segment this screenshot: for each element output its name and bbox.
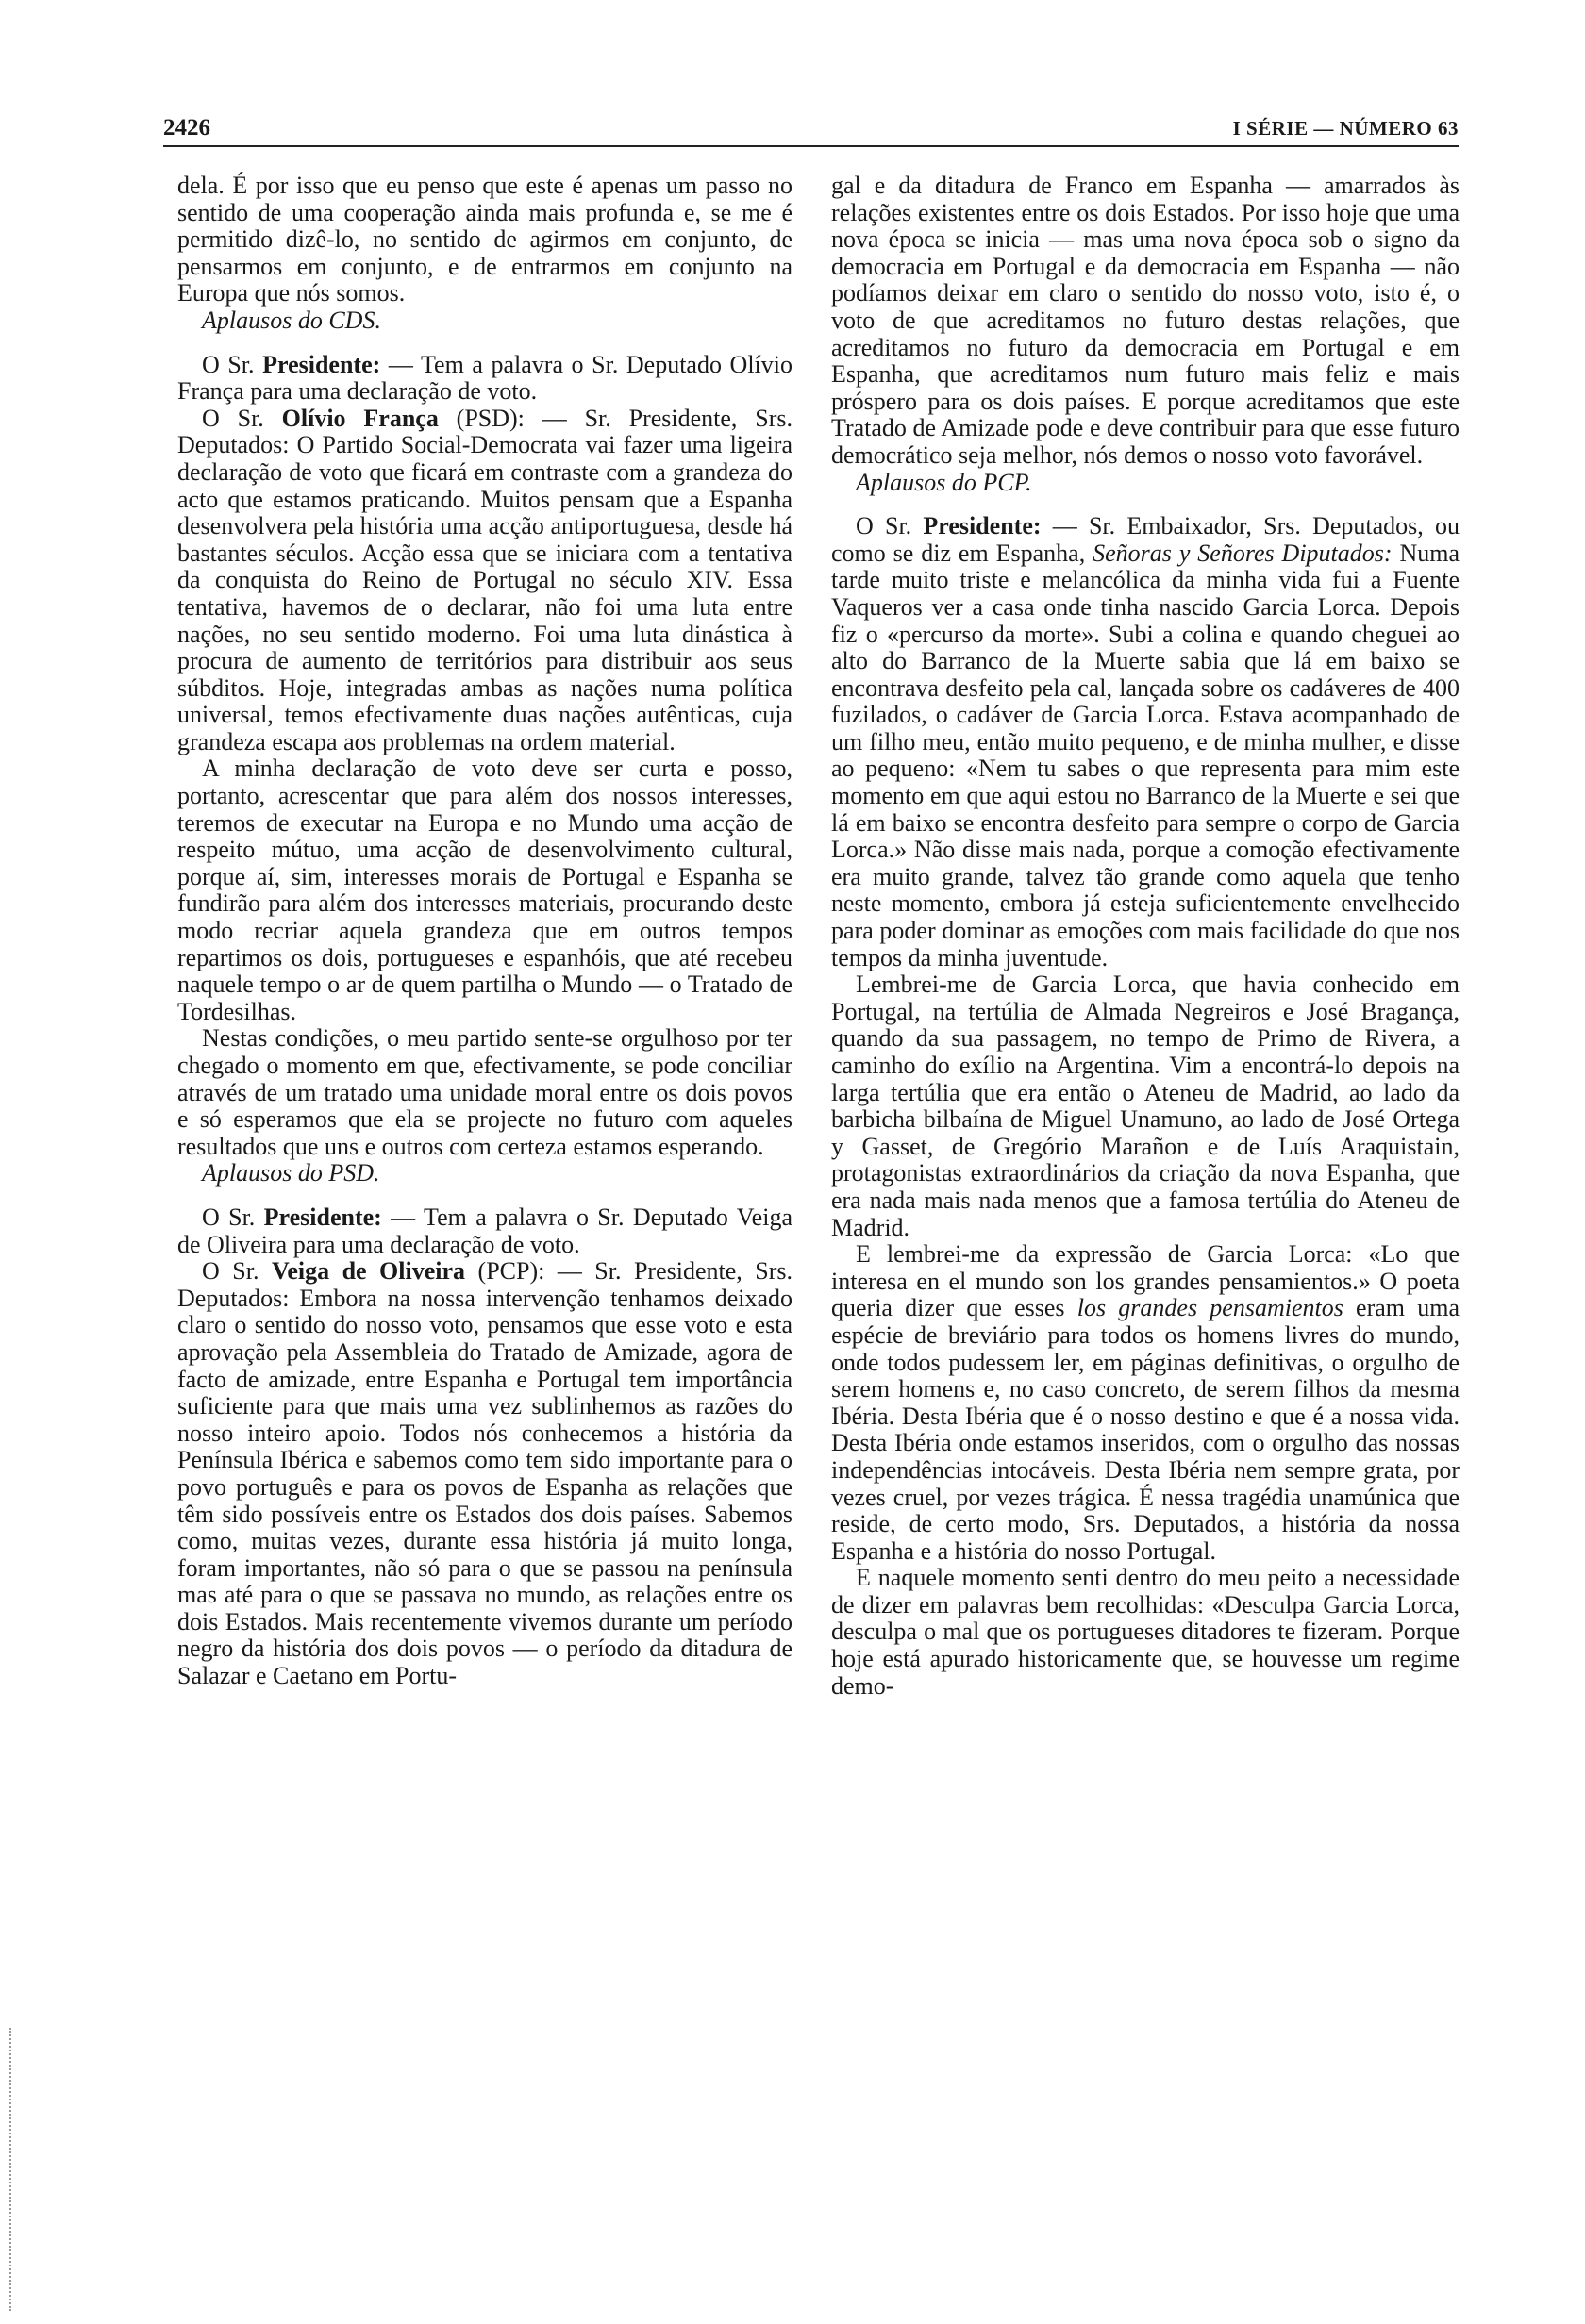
- paragraph: dela. É por isso que eu penso que este é apenas um passo no sentido de uma cooperação ainda mais profunda e, se me é permitido dizê-lo, no sentido de agirmos em conjunto, de pensarmos em conjunto, e de entrarmos em conjunto na Europa que nós somos.: [177, 172, 792, 307]
- page-number: 2426: [163, 115, 210, 141]
- right-column: [831, 173, 1460, 1700]
- spanish-greeting: Señoras y Señores Diputados:: [1093, 539, 1393, 567]
- series-number: I SÉRIE — NÚMERO 63: [1232, 117, 1459, 140]
- paragraph: Nestas condições, o meu partido sente-se orgulhoso por ter chegado o momento em que, efectivamente, se pode conciliar através de um tratado uma unidade moral entre os dois povos e só esperamos que ela se projecte no futuro com aqueles resultados que uns e outros com certeza estamos esperando.: [177, 1024, 792, 1160]
- italic-phrase: los grandes pensamientos: [1076, 1294, 1343, 1322]
- speaker-name: Veiga de Oliveira: [271, 1257, 466, 1286]
- speech-paragraph: O Sr. Presidente: — Tem a palavra o Sr. Deputado Olívio França para uma declaração de voto.: [177, 350, 792, 406]
- speaker-name: Presidente:: [263, 1203, 382, 1231]
- margin-rule: [9, 2028, 13, 2311]
- paragraph: A minha declaração de voto deve ser curta e posso, portanto, acrescentar que para além dos nossos interesses, teremos de executar na Europa e no Mundo uma acção de respeito mútuo, uma acção de desenvolvimento cultural, porque aí, sim, interesses morais de Portugal e Espanha se fundirão para além dos interesses materiais, procurando deste modo recriar aquela grandeza que em outros tempos repartimos os dois, portugueses e espanhóis, que até recebeu naquele tempo o ar de quem partilha o Mundo — o Tratado de Tordesilhas.: [177, 755, 792, 1025]
- applause-note: Aplausos do CDS.: [202, 306, 381, 334]
- applause-note: Aplausos do PCP.: [856, 468, 1032, 496]
- applause-note: Aplausos do PSD.: [202, 1159, 380, 1187]
- speech-paragraph: O Sr. Veiga de Oliveira (PCP): — Sr. Presidente, Srs. Deputados: Embora na nossa intervenção tenhamos deixado claro o sentido do nosso voto, pensamos que esse voto e esta aprovação pela Assembleia do Tratado de Amizade, agora de facto de amizade, entre Espanha e Portugal tem importância suficiente para que mais uma vez sublinhemos as razões do nosso inteiro apoio. Todos nós conhecemos a história da Península Ibérica e sabemos como tem sido importante para o povo português e para os povos de Espanha as relações que têm sido possíveis entre os Estados dos dois países. Sabemos como, muitas vezes, durante essa história já muito longa, foram importantes, não só para o que se passou na península mas até para o que se passava no mundo, as relações entre os dois Estados. Mais recentemente vivemos durante um período negro da história dos dois povos — o período da ditadura de Salazar e Caetano em Portu-: [177, 1257, 792, 1690]
- left-column: [177, 173, 792, 1690]
- speech-paragraph: O Sr. Presidente: — Sr. Embaixador, Srs. Deputados, ou como se diz em Espanha, Señoras y Señores Diputados: Numa tarde muito triste e melancólica da minha vida fui a Fuente Vaqueros ver a casa onde tinha nascido Garcia Lorca. Depois fiz o «percurso da morte». Subi a colina e quando cheguei ao alto do Barranco de la Muerte sabia que lá em baixo se encontrava desfeito pela cal, lançada sobre os cadáveres de 400 fuzilados, o cadáver de Garcia Lorca. Estava acompanhado de um filho meu, então muito pequeno, e de minha mulher, e disse ao pequeno: «Nem tu sabes o que representa para mim este momento em que aqui estou no Barranco de la Muerte e sei que lá em baixo se encontra desfeito para sempre o corpo de Garcia Lorca.» Não disse mais nada, porque a comoção efectivamente era muito grande, talvez tão grande como aquela que tenho neste momento, embora já esteja suficientemente envelhecido para poder dominar as emoções com mais facilidade do que nos tempos da minha juventude.: [831, 512, 1460, 971]
- page-header: [163, 111, 1459, 147]
- paragraph: E lembrei-me da expressão de Garcia Lorca: «Lo que interesa en el mundo son los grandes pensamientos.» O poeta queria dizer que esses los grandes pensamientos eram uma espécie de breviário para todos os homens livres do mundo, onde todos pudessem ler, em páginas definitivas, o orgulho de serem homens e, no caso concreto, de serem filhos da mesma Ibéria. Desta Ibéria que é o nosso destino e que é a nossa vida. Desta Ibéria onde estamos inseridos, com o orgulho das nossas independências intocáveis. Desta Ibéria nem sempre grata, por vezes cruel, por vezes trágica. É nessa tragédia unamúnica que reside, de certo modo, Srs. Deputados, a história da nossa Espanha e a história do nosso Portugal.: [831, 1240, 1460, 1565]
- paragraph: Lembrei-me de Garcia Lorca, que havia conhecido em Portugal, na tertúlia de Almada Negreiros e José Bragança, quando da sua passagem, no tempo de Primo de Rivera, a caminho do exílio na Argentina. Vim a encontrá-lo depois na larga tertúlia que era então o Ateneu de Madrid, ao lado da barbicha bilbaína de Miguel Unamuno, ao lado de José Ortega y Gasset, de Gregório Marañon e de Luís Araquistain, protagonistas extraordinários da criação da nova Espanha, que era nada mais nada menos que a famosa tertúlia do Ateneu de Madrid.: [831, 971, 1460, 1241]
- paragraph: E naquele momento senti dentro do meu peito a necessidade de dizer em palavras bem recolhidas: «Desculpa Garcia Lorca, desculpa o mal que os portugueses ditadores te fizeram. Porque hoje está apurado historicamente que, se houvesse um regime demo-: [831, 1564, 1460, 1700]
- paragraph: gal e da ditadura de Franco em Espanha — amarrados às relações existentes entre os dois Estados. Por isso hoje que uma nova época se inicia — mas uma nova época sob o signo da democracia em Portugal e da democracia em Espanha — não podíamos deixar em claro o sentido do nosso voto, isto é, o voto de que acreditamos no futuro destas relações, que acreditamos no futuro da democracia em Portugal e em Espanha, que acreditamos num futuro mais feliz e mais próspero para os dois países. E porque acreditamos que este Tratado de Amizade pode e deve contribuir para que esse futuro democrático seja melhor, nós demos o nosso voto favorável.: [831, 172, 1460, 469]
- speech-paragraph: O Sr. Presidente: — Tem a palavra o Sr. Deputado Veiga de Oliveira para uma declaração de voto.: [177, 1203, 792, 1258]
- speaker-name: Presidente:: [262, 350, 381, 378]
- speech-paragraph: O Sr. Olívio França (PSD): — Sr. Presidente, Srs. Deputados: O Partido Social-Democrata vai fazer uma ligeira declaração de voto que ficará em contraste com a grandeza do acto que estamos praticando. Muitos pensam que a Espanha desenvolvera pela história uma acção antiportuguesa, desde há bastantes séculos. Acção essa que se iniciara com a tentativa da conquista do Reino de Portugal no século XIV. Essa tentativa, havemos de o declarar, não foi uma luta entre nações, no seu sentido moderno. Foi uma luta dinástica à procura de aumento de territórios para distribuir aos seus súbditos. Hoje, integradas ambas as nações numa política universal, temos efectivamente duas nações autênticas, cuja grandeza escapa aos problemas na ordem material.: [177, 404, 792, 755]
- speaker-name: Olívio França: [281, 404, 439, 432]
- speaker-name: Presidente:: [923, 512, 1042, 540]
